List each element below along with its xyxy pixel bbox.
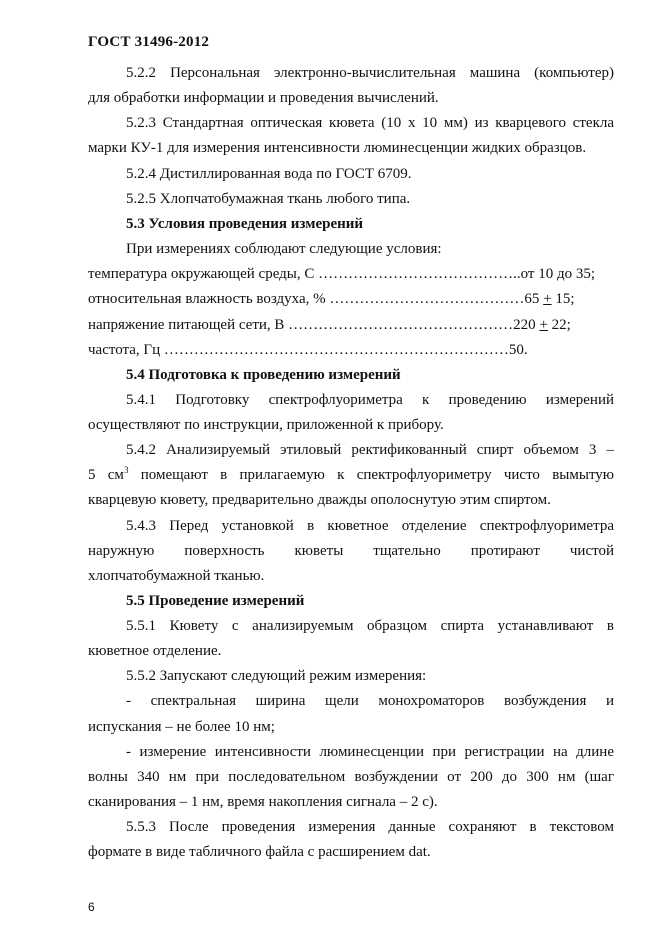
condition-temperature: температура окружающей среды, С …………………………………..от 10 до 35; [88,266,596,282]
document-header: ГОСТ 31496-2012 [88,34,210,50]
para-5-5-2: 5.5.2 Запускают следующий режим измерения: [126,668,427,684]
para-5-2-5: 5.2.5 Хлопчатобумажная ткань любого типа. [126,191,411,207]
para-5-5-1-line1: 5.5.1 Кювету с анализируемым образцом спирта устанавливают в [126,618,614,634]
mode-item-1-line2: испускания – не более 10 нм; [88,719,275,735]
para-5-2-2-line2: для обработки информации и проведения вычислений. [88,90,439,106]
heading-5-4: 5.4 Подготовка к проведению измерений [126,367,401,383]
para-5-4-3-line3: хлопчатобумажной тканью. [88,568,265,584]
para-5-4-3-line2: наружную поверхность кюветы тщательно протирают чистой [88,543,614,559]
heading-5-5: 5.5 Проведение измерений [126,593,305,609]
para-5-2-2-line1: 5.2.2 Персональная электронно-вычислительная машина (компьютер) [126,65,614,81]
page-number: 6 [88,900,95,914]
mode-item-2-line3: сканирования – 1 нм, время накопления сигнала – 2 с). [88,794,438,810]
para-5-2-3-line1: 5.2.3 Стандартная оптическая кювета (10 х 10 мм) из кварцевого стекла [126,115,614,131]
condition-humidity: относительная влажность воздуха, % …………………………………65 + 15; [88,291,575,307]
para-5-5-3-line2: формате в виде табличного файла с расширением dat. [88,844,431,860]
para-5-4-2-line3: кварцевую кювету, предварительно дважды ополоснутую этим спиртом. [88,492,551,508]
para-5-2-3-line2: марки КУ-1 для измерения интенсивности люминесценции жидких образцов. [88,140,587,156]
para-5-4-1-line1: 5.4.1 Подготовку спектрофлуориметра к проведению измерений [126,392,614,408]
para-5-5-3-line1: 5.5.3 После проведения измерения данные сохраняют в текстовом [126,819,614,835]
para-5-4-2-line2: 5 $см^3$ помещают в прилагаемую к спектрофлуориметру чисто вымытую [88,465,615,483]
para-5-4-3-line1: 5.4.3 Перед установкой в кюветное отделение спектрофлуориметра [126,518,614,534]
para-5-5-1-line2: кюветное отделение. [88,643,222,659]
heading-5-3: 5.3 Условия проведения измерений [126,216,364,232]
condition-frequency: частота, Гц ……………………………………………………………50. [88,342,528,358]
mode-item-2-line1: - измерение интенсивности люминесценции при регистрации на длине [126,744,614,760]
mode-item-2-line2: волны 340 нм при последовательном возбуждении от 200 до 300 нм (шаг [88,769,614,785]
mode-item-1-line1: - спектральная ширина щели монохроматоров возбуждения и [126,693,614,709]
para-5-2-4: 5.2.4 Дистиллированная вода по ГОСТ 6709. [126,166,412,182]
para-5-4-2-line1: 5.4.2 Анализируемый этиловый ректификованный спирт объемом 3 – [126,442,614,458]
condition-voltage: напряжение питающей сети, В ………………………………………220 + 22; [88,317,571,333]
para-5-3-intro: При измерениях соблюдают следующие условия: [126,241,442,257]
para-5-4-1-line2: осуществляют по инструкции, приложенной к прибору. [88,417,444,433]
